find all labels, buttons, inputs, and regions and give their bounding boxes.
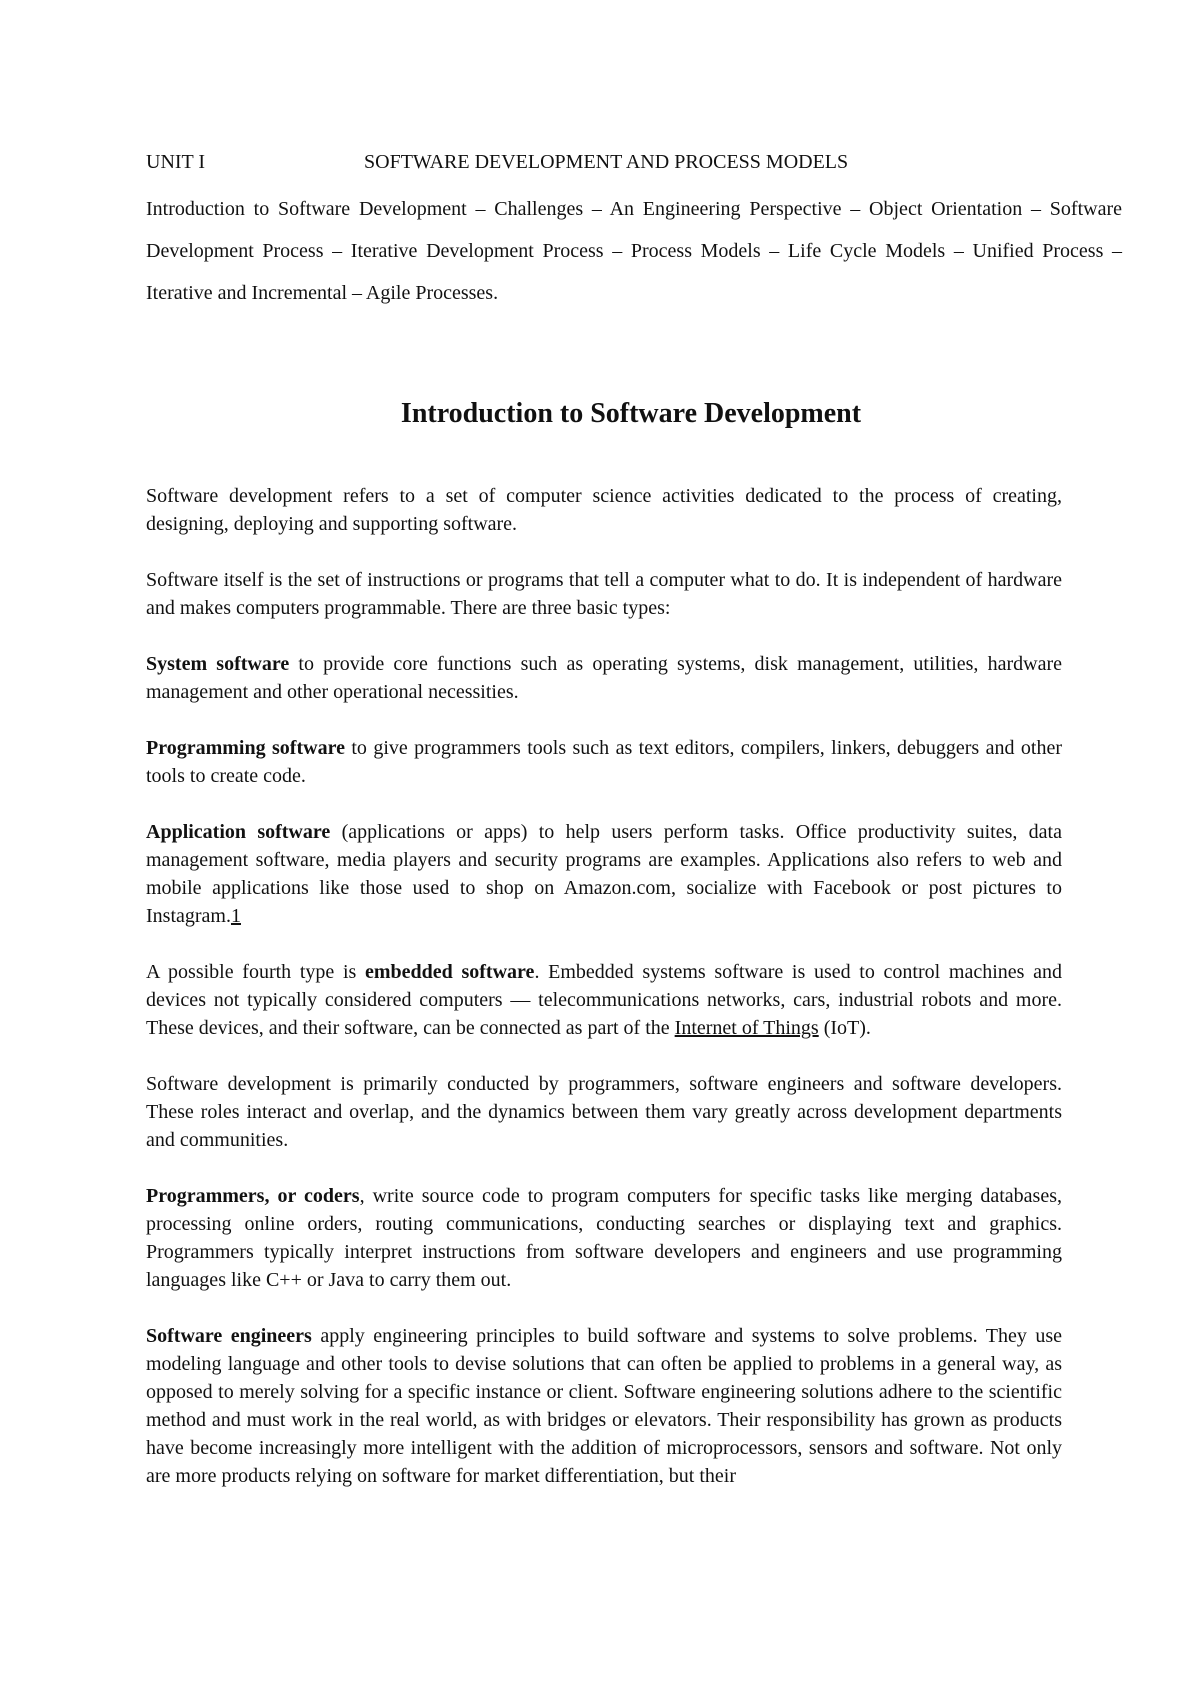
paragraph-embedded-software [146,958,1062,1042]
term-embedded-software: embedded software [365,961,535,983]
programming-software-text: to give programmers tools such as text editors, compilers, linkers, debuggers and other tools to create code. [146,737,1062,787]
paragraph-roles: Software development is primarily conducted by programmers, software engineers and software developers. These roles interact and overlap, and the dynamics between them vary greatly across development departments and communities. [146,1073,1062,1151]
paragraph-definition: Software development refers to a set of computer science activities dedicated to the process of creating, designing, deploying and supporting software. [146,485,1062,535]
unit-title: SOFTWARE DEVELOPMENT AND PROCESS MODELS [364,151,849,173]
embedded-tail-text: (IoT). [818,1017,871,1039]
paragraph-programming-software [146,734,1062,790]
paragraph-software-engineers [146,1322,1062,1490]
paragraph-application-software [146,818,1062,930]
term-software-engineers: Software engineers [146,1325,312,1347]
paragraph-programmers [146,1182,1062,1294]
paragraph-system-software [146,650,1062,706]
term-system-software: System software [146,653,290,675]
application-software-text: (applications or apps) to help users perform tasks. Office productivity suites, data management software, media players and security programs are examples. Applications also refers to web and mobile applications like those used to shop on Amazon.com, socialize with Facebook or post pictures to Instagram. [146,821,1062,927]
programmers-text: , write source code to program computers for specific tasks like merging databases, processing online orders, routing communications, conducting searches or displaying text and graphics. Programmers typically interpret instructions from software developers and engineers and use programming languages like C++ or Java to carry them out. [146,1185,1062,1291]
unit-heading [146,150,1106,174]
term-application-software: Application software [146,821,331,843]
document-body [146,482,1062,1518]
footnote-link[interactable]: 1 [230,905,241,927]
embedded-lead-text: A possible fourth type is [146,961,366,983]
paragraph-software-types: Software itself is the set of instructions or programs that tell a computer what to do. It is independent of hardware and makes computers programmable. There are three basic types: [146,569,1062,619]
term-programming-software: Programming software [146,737,345,759]
embedded-software-text: . Embedded systems software is used to control machines and devices not typically considered computers — telecommunications networks, cars, industrial robots and more. These devices, and their software, can be connected as part of the [146,961,1062,1039]
unit-syllabus: Introduction to Software Development – Challenges – An Engineering Perspective – Object Orientation – Software Development Process – Iterative Development Process – Process Models – Life Cycle Models – Unified Process – Iterative and Incremental – Agile Processes. [146,198,1122,304]
unit-label: UNIT I [146,151,206,173]
term-programmers: Programmers, or coders [146,1185,360,1207]
page-title: Introduction to Software Development [400,398,862,429]
software-engineers-text: apply engineering principles to build software and systems to solve problems. They use modeling language and other tools to devise solutions that can often be applied to problems in a general way, as opposed to merely solving for a specific instance or client. Software engineering solutions adhere to the scientific method and must work in the real world, as with bridges or elevators. Their responsibility has grown as products have become increasingly more intelligent with the addition of microprocessors, sensors and software. Not only are more products relying on software for market differentiation, but their [146,1325,1062,1487]
internet-of-things-link[interactable]: Internet of Things [674,1017,819,1039]
system-software-text: to provide core functions such as operating systems, disk management, utilities, hardware management and other operational necessities. [146,653,1062,703]
